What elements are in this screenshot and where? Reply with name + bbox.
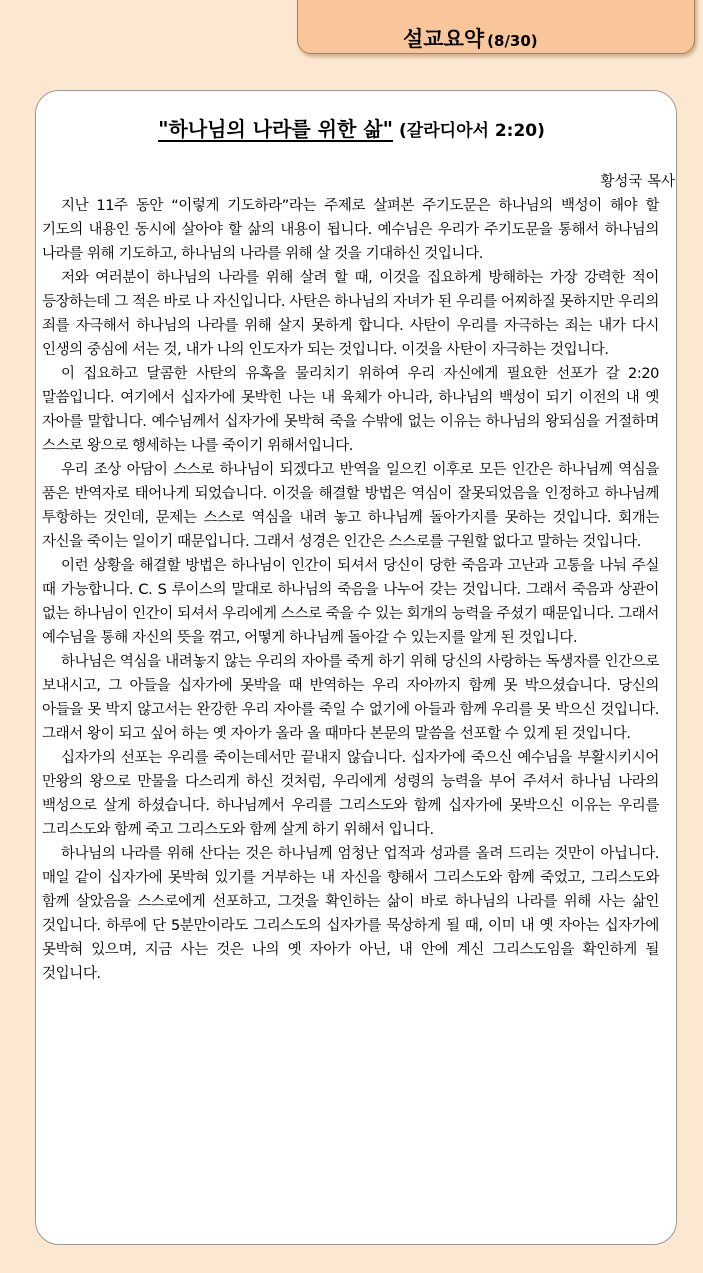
- body-paragraph-3: 이 집요하고 달콤한 사탄의 유혹을 물리치기 위하여 우리 자신에게 필요한 선포가 갈 2:20 말씀입니다. 여기에서 십자가에 못박힌 나는 내 육체가 아니라, 하나님의 백성이 되기 이전의 내 옛 자아를 말합니다. 예수님께서 십자가에 못박혀 죽을 수밖에 없는 이유는 하나님의 왕되심을 거절하며 스스로 왕으로 행세하는 나를 죽이기 위해서입니다.: [42, 366, 659, 454]
- body-paragraph-4: 우리 조상 아담이 스스로 하나님이 되겠다고 반역을 일으킨 이후로 모든 인간은 하나님께 역심을 품은 반역자로 태어나게 되었습니다. 이것을 해결할 방법은 역심이 잘못되었음을 인정하고 하나님께 투항하는 것인데, 문제는 스스로 역심을 내려 놓고 하나님께 돌아가지를 못하는 것입니다. 회개는 자신을 죽이는 일이기 때문입니다. 그래서 성경은 인간은 스스로를 구원할 없다고 말하는 것입니다.: [42, 462, 659, 550]
- body-paragraph-6: 하나님은 역심을 내려놓지 않는 우리의 자아를 죽게 하기 위해 당신의 사랑하는 독생자를 인간으로 보내시고, 그 아들을 십자가에 못박을 때 반역하는 우리 자아까지 함께 못 박으셨습니다. 당신의 아들을 못 박지 않고서는 완강한 우리 자아를 죽일 수 없기에 아들과 함께 우리를 못 박으신 것입니다. 그래서 왕이 되고 싶어 하는 옛 자아가 올라 올 때마다 본문의 말씀을 선포할 수 있게 된 것입니다.: [42, 654, 659, 742]
- body-paragraph-5: 이런 상황을 해결할 방법은 하나님이 인간이 되셔서 당신이 당한 죽음과 고난과 고통을 나눠 주실 때 가능합니다. C. S 루이스의 말대로 하나님의 죽음을 나누어 갖는 것입니다. 그래서 죽음과 상관이 없는 하나님이 인간이 되셔서 우리에게 스스로 죽을 수 있는 회개의 능력을 주셨기 때문입니다. 그래서 예수님을 통해 자신의 뜻을 꺾고, 어떻게 하나님께 돌아갈 수 있는지를 알게 된 것입니다.: [42, 558, 659, 646]
- sermon-author: 황성국 목사: [600, 174, 675, 190]
- sermon-body: [42, 194, 659, 986]
- body-paragraph-7: 십자가의 선포는 우리를 죽이는데서만 끝내지 않습니다. 십자가에 죽으신 예수님을 부활시키시어 만왕의 왕으로 만물을 다스리게 하신 것처럼, 우리에게 성령의 능력을 부어 주셔서 하나님 나라의 백성으로 살게 하셨습니다. 하나님께서 우리를 그리스도와 함께 십자가에 못박으신 이유는 우리를 그리스도와 함께 죽고 그리스도와 함께 살게 하기 위해서 입니다.: [42, 750, 659, 838]
- sermon-title-main: "하나님의 나라를 위한 삶": [158, 117, 394, 141]
- header-date: (8/30): [487, 32, 538, 50]
- body-paragraph-2: 저와 여러분이 하나님의 나라를 위해 살려 할 때, 이것을 집요하게 방해하는 가장 강력한 적이 등장하는데 그 적은 바로 나 자신입니다. 사탄은 하나님의 자녀가 된 우리를 어찌하질 못하지만 우리의 죄를 자극해서 하나님의 나라를 위해 살지 못하게 합니다. 사탄이 우리를 자극하는 죄는 내가 다시 인생의 중심에 서는 것, 내가 나의 인도자가 되는 것입니다. 이것을 사탄이 자극하는 것입니다.: [42, 270, 659, 358]
- sermon-title: [0, 114, 703, 146]
- body-paragraph-1: 지난 11주 동안 “이렇게 기도하라”라는 주제로 살펴본 주기도문은 하나님의 백성이 해야 할 기도의 내용인 동시에 살아야 할 삶의 내용이 됩니다. 예수님은 우리가 주기도문을 통해서 하나님의 나라를 위해 기도하고, 하나님의 나라를 위해 살 것을 기대하신 것입니다.: [42, 198, 659, 262]
- header-title: [403, 24, 538, 56]
- header-title-text: 설교요약: [403, 27, 485, 51]
- body-paragraph-8: 하나님의 나라를 위해 산다는 것은 하나님께 엄청난 업적과 성과를 올려 드리는 것만이 아닙니다. 매일 같이 십자가에 못박혀 있기를 거부하는 내 자신을 향해서 그리스도와 함께 죽었고, 그리스도와 함께 살았음을 스스로에게 선포하고, 그것을 확인하는 삶이 바로 하나님의 나라를 위해 사는 삶인 것입니다. 하루에 단 5분만이라도 그리스도의 십자가를 묵상하게 될 때, 이미 내 옛 자아는 십자가에 못박혀 있으며, 지금 사는 것은 나의 옛 자아가 아닌, 내 안에 계신 그리스도임을 확인하게 될 것입니다.: [42, 846, 659, 982]
- scripture-reference: (갈라디아서 2:20): [399, 121, 545, 141]
